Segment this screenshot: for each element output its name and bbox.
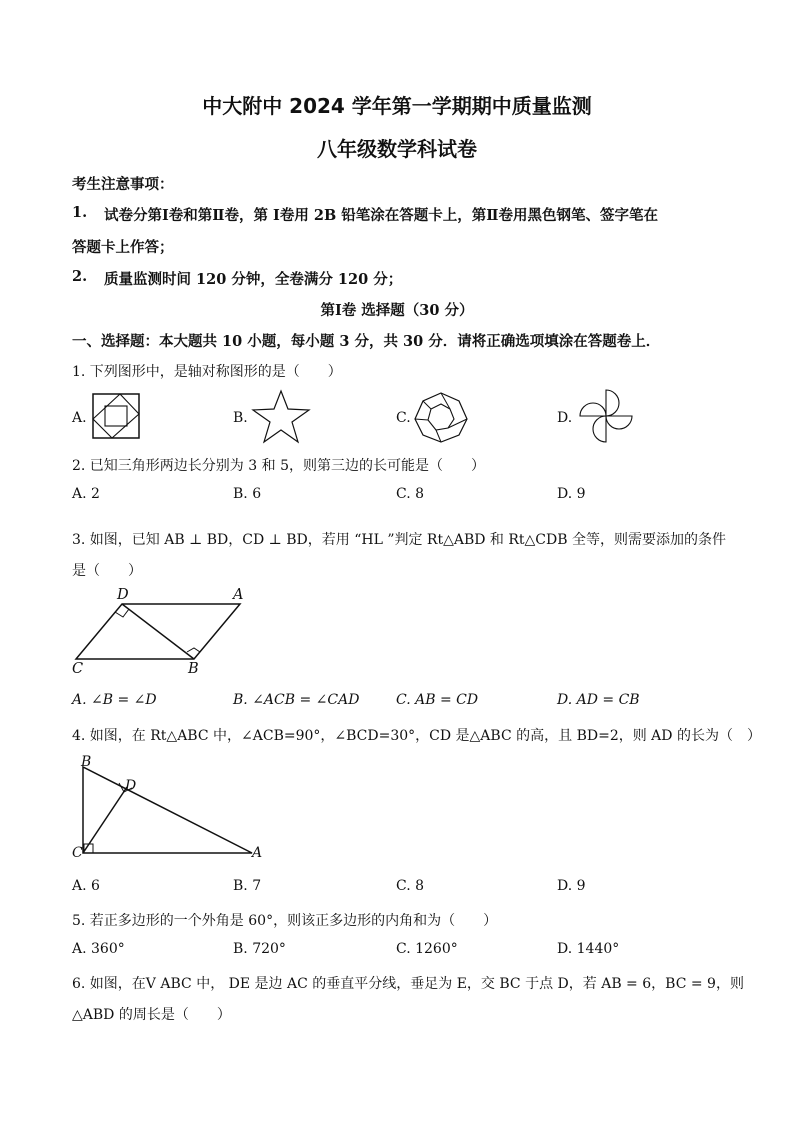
q3-stem-line2: 是（ ）: [72, 563, 142, 579]
q5-stem: 5. 若正多边形的一个外角是 60°，则该正多边形的内角和为（ ）: [72, 913, 498, 929]
q2-option-c: C. 8: [396, 486, 425, 502]
q4-label-b: B: [81, 754, 92, 770]
q2-option-d: D. 9: [557, 486, 586, 502]
notice-item1-line1: 试卷分第Ⅰ卷和第Ⅱ卷，第 Ⅰ卷用 2B 铅笔涂在答题卡上，第Ⅱ卷用黑色钢笔、签字笔在: [104, 207, 658, 224]
q3-option-a: A. ∠B = ∠D: [72, 692, 157, 708]
notice-item1-number: 1.: [72, 204, 88, 221]
exam-subtitle: 八年级数学科试卷: [317, 137, 477, 161]
q3-option-c: C. AB = CD: [396, 692, 479, 708]
q5-option-a: A. 360°: [72, 941, 125, 957]
notice-item2-text: 质量监测时间 120 分钟，全卷满分 120 分；: [104, 271, 403, 288]
q4-option-b: B. 7: [233, 878, 262, 894]
q3-label-c: C: [72, 661, 84, 677]
q2-option-a: A. 2: [72, 486, 100, 502]
exam-title: 中大附中 2024 学年第一学期期中质量监测: [202, 94, 592, 118]
q3-parallelogram-figure: [70, 588, 250, 682]
q4-label-d: D: [125, 778, 137, 794]
q3-option-b: B. ∠ACB = ∠CAD: [233, 692, 360, 708]
q5-option-b: B. 720°: [233, 941, 286, 957]
q1-figure-windmill-icon: [578, 388, 636, 444]
q3-label-a: A: [233, 587, 244, 603]
notice-item1-line2: 答题卡上作答；: [72, 239, 174, 256]
notice-heading: 考生注意事项：: [72, 176, 174, 193]
q2-stem: 2. 已知三角形两边长分别为 3 和 5，则第三边的长可能是（ ）: [72, 458, 485, 474]
q6-stem-line1: 6. 如图，在V ABC 中， DE 是边 AC 的垂直平分线，垂足为 E，交 BC 于点 D，若 AB = 6，BC = 9，则: [72, 976, 744, 992]
q4-option-a: A. 6: [72, 878, 100, 894]
q1-figure-square-icon: [90, 392, 142, 440]
q1-option-a-label: A.: [72, 410, 87, 426]
q4-label-a: A: [252, 845, 263, 861]
q4-triangle-figure: [80, 764, 263, 861]
q4-option-c: C. 8: [396, 878, 425, 894]
q3-option-d: D. AD = CB: [557, 692, 640, 708]
q4-option-d: D. 9: [557, 878, 586, 894]
q3-stem-line1: 3. 如图，已知 AB ⊥ BD，CD ⊥ BD，若用 “HL ”判定 Rt△ABD 和 Rt△CDB 全等，则需要添加的条件: [72, 532, 726, 548]
q1-option-b-label: B.: [233, 410, 248, 426]
notice-item2-number: 2.: [72, 268, 88, 285]
q4-label-c: C: [72, 845, 83, 861]
q4-stem: 4. 如图，在 Rt△ABC 中，∠ACB=90°，∠BCD=30°，CD 是△ABC 的高，且 BD=2，则 AD 的长为（ ）: [72, 728, 761, 744]
q5-option-c: C. 1260°: [396, 941, 458, 957]
q6-stem-line2: △ABD 的周长是（ ）: [72, 1007, 231, 1023]
q5-option-d: D. 1440°: [557, 941, 620, 957]
q3-label-d: D: [117, 587, 129, 603]
volume-title: 第Ⅰ卷 选择题（30 分）: [320, 302, 474, 319]
section-instruction: 一、选择题：本大题共 10 小题，每小题 3 分，共 30 分．请将正确选项填涂在答题卷上．: [72, 333, 661, 350]
q1-stem: 1. 下列图形中，是轴对称图形的是（ ）: [72, 364, 342, 380]
q1-figure-star-icon: [250, 389, 312, 445]
q1-option-c-label: C.: [396, 410, 411, 426]
q1-option-d-label: D.: [557, 410, 573, 426]
q2-option-b: B. 6: [233, 486, 262, 502]
q3-label-b: B: [188, 661, 199, 677]
q1-figure-pinwheel-icon: [412, 390, 470, 444]
